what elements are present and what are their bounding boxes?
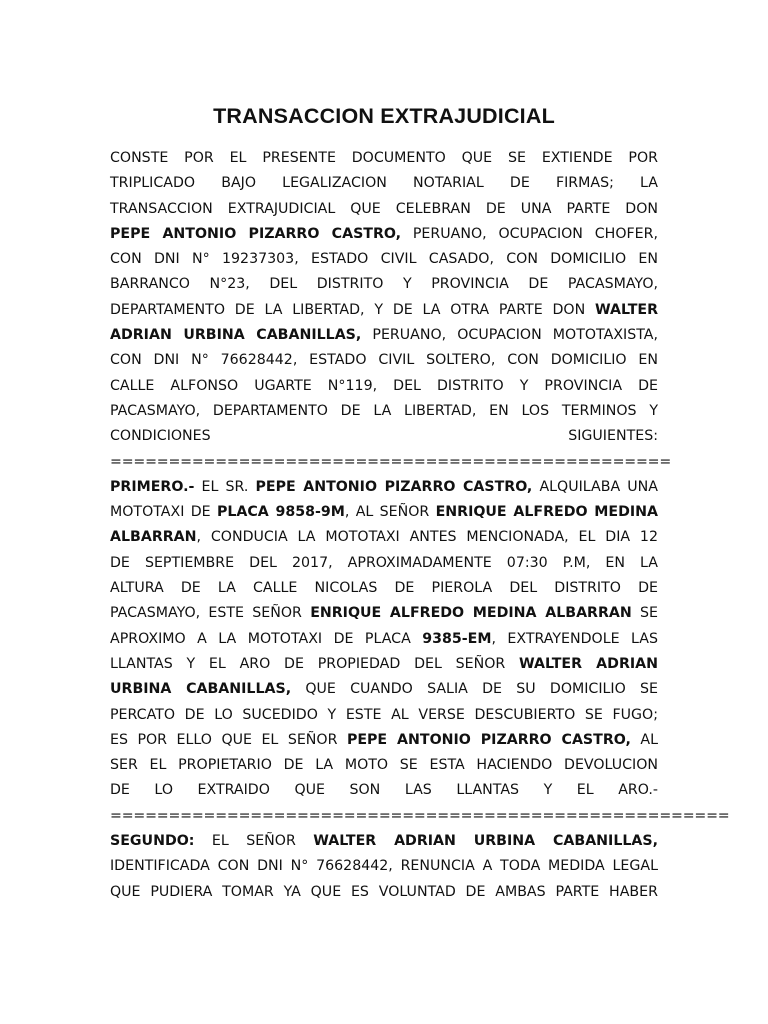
bold-text: SEGUNDO: — [110, 833, 195, 850]
bold-text: WALTER ADRIAN — [519, 655, 659, 672]
body-line — [110, 298, 658, 323]
text-segment: DEPARTAMENTO DE LA LIBERTAD, Y DE LA OTRA PARTE DON — [110, 301, 596, 318]
text-segment: TRANSACCION EXTRAJUDICIAL QUE CELEBRAN DE UNA PARTE DON — [110, 200, 658, 217]
body-line — [110, 829, 658, 854]
text-segment: BARRANCO N°23, DEL DISTRITO Y PROVINCIA DE PACASMAYO, — [110, 276, 658, 293]
text-segment: QUE CUANDO SALIA DE SU DOMICILIO SE — [291, 681, 658, 698]
text-segment: LLANTAS Y EL ARO DE PROPIEDAD DEL SEÑOR — [110, 655, 520, 672]
text-segment: , AL SEÑOR — [344, 504, 436, 521]
body-line — [110, 424, 658, 449]
body-line — [110, 677, 658, 702]
text-segment: ALQUILABA UNA — [532, 478, 658, 495]
bold-text: WALTER — [595, 301, 658, 318]
body-line — [110, 525, 658, 550]
body-line — [110, 551, 658, 576]
bold-text: URBINA CABANILLAS, — [110, 681, 292, 698]
bold-text: ADRIAN URBINA CABANILLAS, — [110, 327, 362, 344]
text-segment: TRIPLICADO BAJO LEGALIZACION NOTARIAL DE FIRMAS; LA — [110, 175, 658, 192]
separator-line: ================================================ — [110, 453, 672, 470]
body-line — [110, 880, 658, 905]
text-segment: PERUANO, OCUPACION MOTOTAXISTA, — [361, 327, 659, 344]
body-line — [110, 222, 658, 247]
body-line — [110, 348, 658, 373]
body-line — [110, 399, 658, 424]
text-segment: PACASMAYO, DEPARTAMENTO DE LA LIBERTAD, EN LOS TERMINOS Y — [110, 402, 658, 419]
body-line — [110, 500, 658, 525]
body-line — [110, 652, 658, 677]
document-title: TRANSACCION EXTRAJUDICIAL — [213, 104, 555, 128]
separator-line: ===================================================== — [110, 807, 730, 824]
text-segment: ALTURA DE LA CALLE NICOLAS DE PIEROLA DEL DISTRITO DE — [110, 580, 658, 597]
body-line — [110, 475, 658, 500]
text-segment: SE — [631, 605, 659, 622]
body-line — [110, 374, 658, 399]
bold-text: ENRIQUE ALFREDO MEDINA — [435, 504, 659, 521]
text-segment: CONSTE POR EL PRESENTE DOCUMENTO QUE SE EXTIENDE POR — [110, 150, 658, 166]
text-segment: EL SEÑOR — [194, 833, 314, 850]
body-line — [110, 576, 658, 601]
text-segment: DE LO EXTRAIDO QUE SON LAS LLANTAS Y EL ARO.- — [110, 782, 658, 799]
text-segment: CON DNI N° 19237303, ESTADO CIVIL CASADO, CON DOMICILIO EN — [110, 251, 658, 268]
text-segment: EL SR. — [194, 478, 256, 495]
body-line — [110, 854, 658, 879]
bold-text: 9385-EM — [422, 630, 492, 647]
text-segment: IDENTIFICADA CON DNI N° 76628442, RENUNCIA A TODA MEDIDA LEGAL — [110, 858, 658, 875]
body-line — [110, 703, 658, 728]
bold-text: WALTER ADRIAN URBINA CABANILLAS, — [313, 833, 658, 850]
body-line — [110, 728, 658, 753]
text-segment: DE SEPTIEMBRE DEL 2017, APROXIMADAMENTE 07:30 P.M, EN LA — [110, 554, 658, 571]
bold-text: PEPE ANTONIO PIZARRO CASTRO, — [110, 225, 402, 242]
text-segment: ES POR ELLO QUE EL SEÑOR — [110, 731, 347, 748]
body-line — [110, 197, 658, 222]
text-segment: CONDICIONES SIGUIENTES: — [110, 428, 658, 445]
bold-text: ALBARRAN — [110, 529, 197, 546]
bold-text: PEPE ANTONIO PIZARRO CASTRO, — [346, 731, 631, 748]
text-segment: PACASMAYO, ESTE SEÑOR — [110, 605, 311, 622]
bold-text: PRIMERO.- — [110, 478, 195, 495]
text-segment: MOTOTAXI DE — [110, 504, 217, 521]
text-segment: SER EL PROPIETARIO DE LA MOTO SE ESTA HACIENDO DEVOLUCION — [110, 757, 658, 774]
text-segment: PERUANO, OCUPACION CHOFER, — [401, 225, 658, 242]
text-segment: PERCATO DE LO SUCEDIDO Y ESTE AL VERSE DESCUBIERTO SE FUGO; — [110, 706, 658, 723]
body-line — [110, 778, 658, 803]
text-segment: CON DNI N° 76628442, ESTADO CIVIL SOLTERO, CON DOMICILIO EN — [110, 352, 658, 369]
body-line — [110, 627, 658, 652]
body-line — [110, 146, 658, 171]
text-segment: , EXTRAYENDOLE LAS — [491, 630, 658, 647]
body-line — [110, 247, 658, 272]
text-segment: CALLE ALFONSO UGARTE N°119, DEL DISTRITO Y PROVINCIA DE — [110, 377, 658, 394]
body-line — [110, 323, 658, 348]
bold-text: PEPE ANTONIO PIZARRO CASTRO, — [255, 478, 533, 495]
document-body — [110, 146, 730, 905]
bold-text: ENRIQUE ALFREDO MEDINA ALBARRAN — [310, 605, 632, 622]
body-line — [110, 601, 658, 626]
text-segment: APROXIMO A LA MOTOTAXI DE PLACA — [110, 630, 423, 647]
body-line — [110, 171, 658, 196]
text-segment: QUE PUDIERA TOMAR YA QUE ES VOLUNTAD DE AMBAS PARTE HABER — [110, 883, 658, 900]
text-segment: AL — [630, 731, 658, 748]
body-line — [110, 272, 658, 297]
bold-text: PLACA 9858-9M — [216, 504, 345, 521]
text-segment: , CONDUCIA LA MOTOTAXI ANTES MENCIONADA, EL DIA 12 — [196, 529, 658, 546]
body-line — [110, 753, 658, 778]
